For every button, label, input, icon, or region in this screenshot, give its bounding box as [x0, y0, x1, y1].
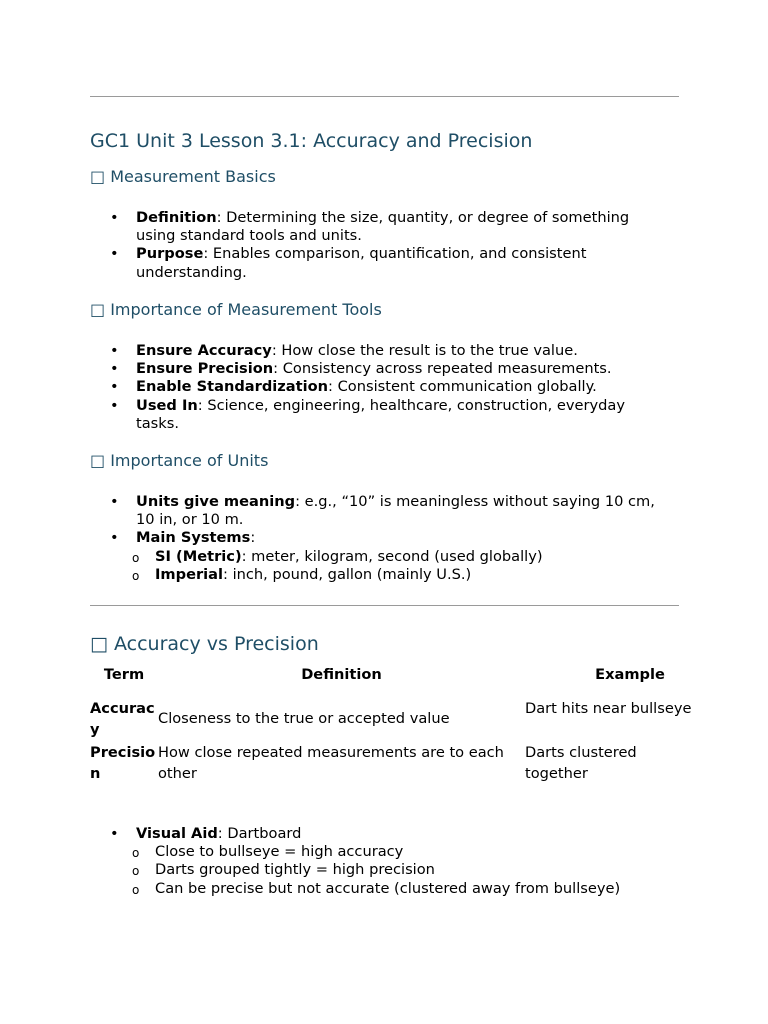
cell-term: Precision [90, 744, 156, 782]
header-example: Example [595, 666, 665, 683]
section-heading-text: Importance of Measurement Tools [105, 300, 382, 319]
list-item [110, 209, 670, 245]
section-heading-text: Measurement Basics [105, 167, 276, 186]
item-text: Darts grouped tightly = high precision [155, 861, 435, 879]
item-text: : How close the result is to the true value. [271, 342, 578, 359]
table-row [90, 688, 735, 742]
item-term: Used In [136, 396, 198, 414]
sub-bullet: o [132, 568, 140, 583]
item-text: : Consistency across repeated measurements. [273, 360, 612, 378]
item-text: Can be precise but not accurate (clustered away from bullseye) [155, 879, 621, 897]
main-systems-sublist [110, 548, 670, 584]
item-text: : inch, pound, gallon (mainly U.S.) [223, 565, 472, 583]
item-term: Enable Standardization [136, 378, 329, 396]
list-item [110, 360, 670, 378]
header-term: Term [103, 666, 145, 683]
cell-example: Dart hits near bullseye [525, 700, 692, 717]
accuracy-precision-table [90, 664, 735, 784]
item-term: Purpose [136, 245, 204, 263]
item-term: Ensure Accuracy [136, 342, 272, 359]
bullet: • [110, 825, 119, 842]
top-divider [90, 96, 679, 97]
section-heading-measurement-tools [90, 300, 382, 320]
missing-glyph-icon: □ [90, 451, 106, 470]
item-term: Ensure Precision [136, 360, 274, 378]
sub-bullet: o [132, 882, 140, 897]
item-text: : Enables comparison, quantification, and consistent understanding. [136, 245, 587, 281]
sub-list-item [110, 566, 670, 584]
visual-aid-list [110, 825, 680, 898]
bullet: • [110, 245, 119, 263]
bullet: • [110, 529, 119, 547]
item-text: : e.g., “10” is meaningless without saying 10 cm, 10 in, or 10 m. [136, 493, 655, 529]
cell-term: Accuracy [90, 700, 155, 738]
list-item [110, 529, 670, 584]
cell-definition: How close repeated measurements are to each other [158, 744, 504, 782]
item-text: : meter, kilogram, second (used globally) [241, 547, 543, 565]
bullet: • [110, 396, 119, 414]
sub-list-item [110, 843, 680, 861]
item-text: : Determining the size, quantity, or degree of something using standard tools and units. [136, 209, 630, 245]
measurement-basics-list [110, 209, 670, 282]
item-text: : Dartboard [217, 825, 302, 842]
sub-bullet: o [132, 846, 140, 861]
sub-bullet: o [132, 864, 140, 879]
missing-glyph-icon: □ [90, 167, 106, 186]
list-item [110, 397, 670, 433]
missing-glyph-icon: □ [90, 633, 108, 655]
item-term: Visual Aid [136, 825, 218, 842]
item-text: : Consistent communication globally. [328, 378, 597, 396]
section-heading-units [90, 451, 268, 471]
missing-glyph-icon: □ [90, 300, 106, 319]
item-text: : Science, engineering, healthcare, construction, everyday tasks. [136, 396, 625, 432]
bullet: • [110, 378, 119, 396]
table-row [90, 742, 735, 784]
cell-example: Darts clustered together [525, 744, 637, 782]
item-term: Definition [136, 209, 217, 226]
list-item [110, 245, 670, 281]
bullet: • [110, 209, 119, 226]
sub-list-item [110, 861, 680, 879]
sub-bullet: o [132, 550, 140, 565]
sub-list-item [110, 548, 670, 566]
table-header-row [90, 664, 735, 688]
item-term: Units give meaning [136, 493, 296, 510]
list-item [110, 378, 670, 396]
item-text: Close to bullseye = high accuracy [155, 843, 404, 861]
list-item [110, 493, 670, 529]
section-heading-text: Importance of Units [105, 451, 269, 470]
list-item [110, 825, 680, 898]
section-heading-text: Accuracy vs Precision [107, 633, 319, 655]
measurement-tools-list [110, 342, 670, 433]
bullet: • [110, 493, 119, 510]
list-item [110, 342, 670, 360]
item-term: SI (Metric) [155, 547, 242, 565]
units-list [110, 493, 670, 584]
dartboard-sublist [110, 843, 680, 898]
section-heading-accuracy-vs-precision [90, 632, 319, 656]
item-text: : [250, 529, 256, 547]
sub-list-item [110, 880, 680, 898]
item-term: Imperial [155, 565, 224, 583]
page-title: GC1 Unit 3 Lesson 3.1: Accuracy and Precision [90, 130, 533, 152]
section-heading-measurement-basics [90, 167, 276, 187]
bullet: • [110, 342, 119, 359]
header-definition: Definition [301, 666, 382, 683]
item-term: Main Systems [136, 529, 251, 547]
bullet: • [110, 360, 119, 378]
cell-definition: Closeness to the true or accepted value [158, 710, 450, 727]
middle-divider [90, 605, 679, 606]
